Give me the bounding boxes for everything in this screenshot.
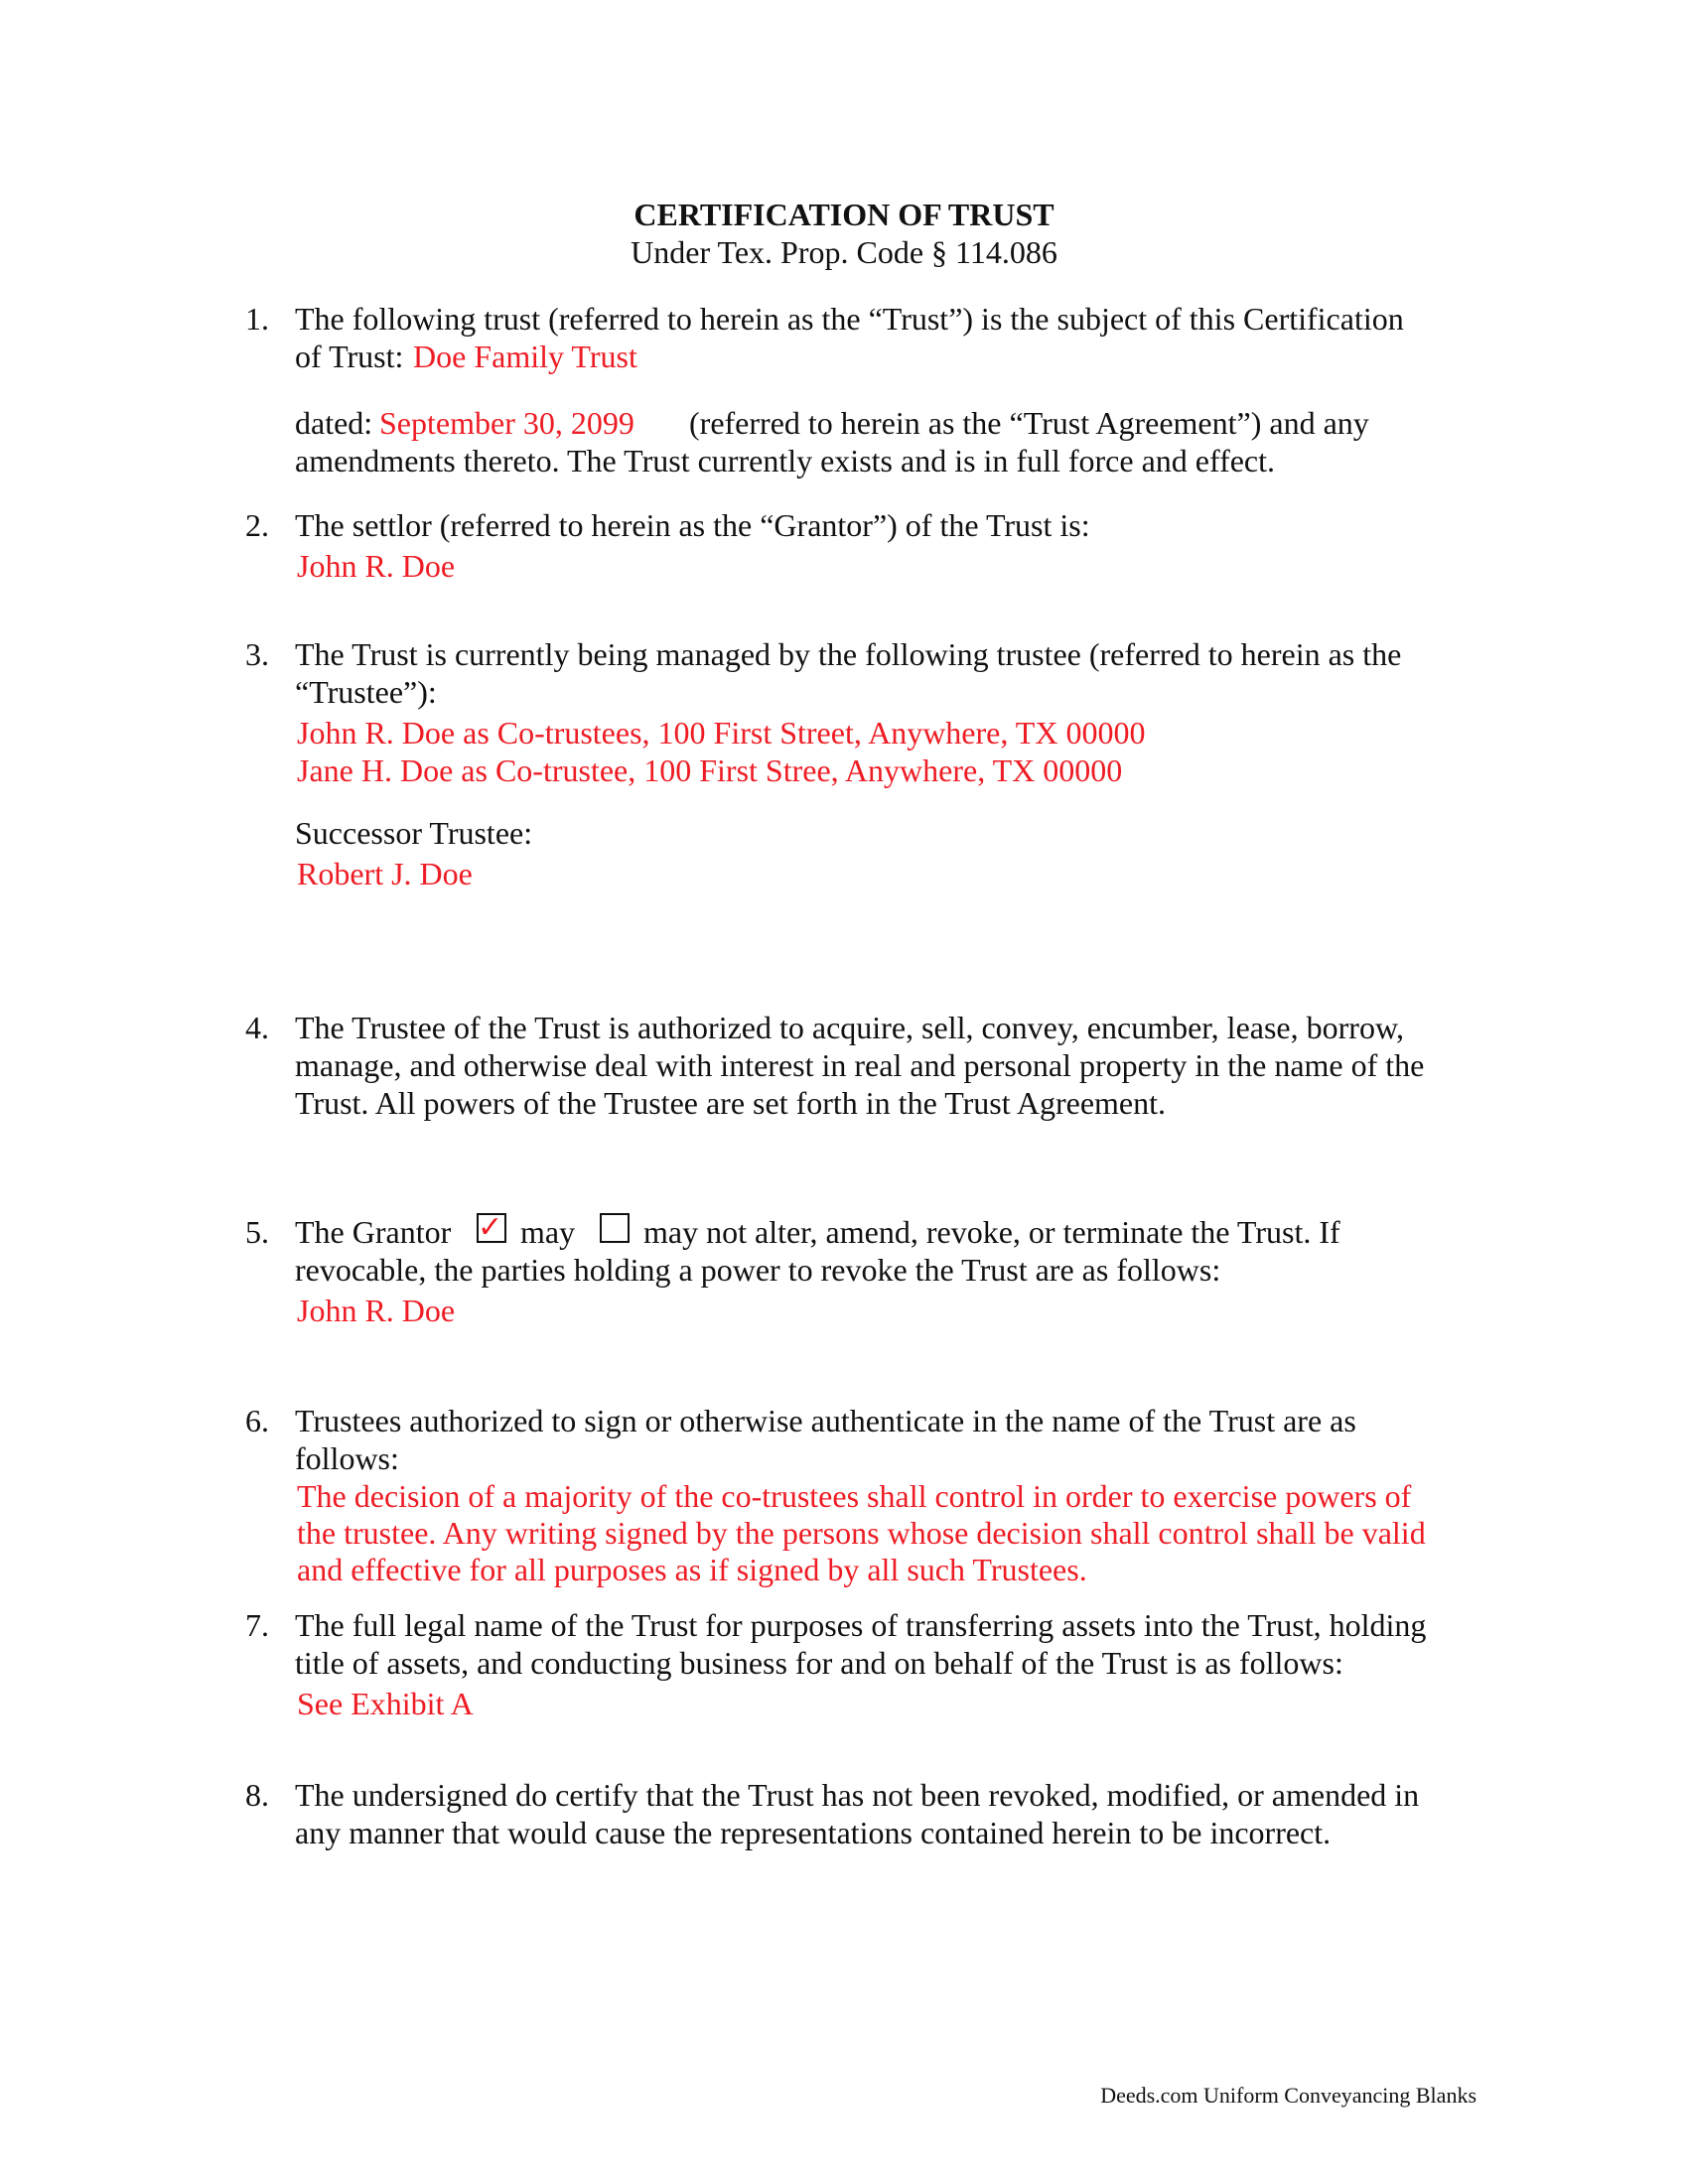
revocation-holder-field[interactable]: John R. Doe bbox=[297, 1293, 456, 1328]
item-5-line2: revocable, the parties holding a power to revoke the Trust are as follows: bbox=[295, 1252, 1221, 1288]
document-subtitle: Under Tex. Prop. Code § 114.086 bbox=[631, 234, 1057, 270]
item-4-line2: manage, and otherwise deal with interest in real and personal property in the name of the bbox=[295, 1047, 1425, 1083]
item-1-number: 1. bbox=[245, 301, 269, 337]
item-1-line4: amendments thereto. The Trust currently exists and is in full force and effect. bbox=[295, 443, 1276, 478]
item-8-line2: any manner that would cause the representations contained herein to be incorrect. bbox=[295, 1815, 1332, 1850]
item-5-number: 5. bbox=[245, 1214, 269, 1250]
item-3-line1: The Trust is currently being managed by the following trustee (referred to herein as the bbox=[295, 636, 1402, 672]
item-1-line2-prefix: of Trust: bbox=[295, 339, 404, 374]
item-4-line1: The Trustee of the Trust is authorized to acquire, sell, convey, encumber, lease, borrow, bbox=[295, 1010, 1404, 1045]
item-7-line2: title of assets, and conducting business for and on behalf of the Trust is as follows: bbox=[295, 1645, 1343, 1681]
item-6-number: 6. bbox=[245, 1403, 269, 1438]
item-3-number: 3. bbox=[245, 636, 269, 672]
item-5-prefix: The Grantor bbox=[295, 1214, 452, 1250]
may-not-checkbox[interactable] bbox=[600, 1213, 630, 1243]
document-title: CERTIFICATION OF TRUST bbox=[633, 197, 1055, 232]
signing-authority-line3[interactable]: and effective for all purposes as if signed by all such Trustees. bbox=[297, 1552, 1087, 1587]
item-1-line1: The following trust (referred to herein as the “Trust”) is the subject of this Certification bbox=[295, 301, 1404, 337]
item-7-line1: The full legal name of the Trust for purposes of transferring assets into the Trust, holding bbox=[295, 1607, 1427, 1643]
item-7-number: 7. bbox=[245, 1607, 269, 1643]
item-8-number: 8. bbox=[245, 1777, 269, 1813]
signing-authority-line1[interactable]: The decision of a majority of the co-trustees shall control in order to exercise powers of bbox=[297, 1478, 1412, 1514]
dated-label: dated: bbox=[295, 405, 373, 441]
checkmark-icon: ✓ bbox=[478, 1210, 503, 1245]
item-4-line3: Trust. All powers of the Trustee are set forth in the Trust Agreement. bbox=[295, 1085, 1166, 1121]
trustee-1-field[interactable]: John R. Doe as Co-trustees, 100 First Street, Anywhere, TX 00000 bbox=[297, 715, 1146, 751]
item-2-number: 2. bbox=[245, 507, 269, 543]
trust-legal-name-field[interactable]: See Exhibit A bbox=[297, 1686, 474, 1721]
grantor-field[interactable]: John R. Doe bbox=[297, 548, 456, 584]
item-8-line1: The undersigned do certify that the Trust has not been revoked, modified, or amended in bbox=[295, 1777, 1420, 1813]
item-4-number: 4. bbox=[245, 1010, 269, 1045]
trust-name-field[interactable]: Doe Family Trust bbox=[413, 339, 637, 374]
signing-authority-line2[interactable]: the trustee. Any writing signed by the persons whose decision shall control shall be valid bbox=[297, 1515, 1426, 1551]
successor-trustee-label: Successor Trustee: bbox=[295, 815, 533, 851]
item-6-line1: Trustees authorized to sign or otherwise authenticate in the name of the Trust are as bbox=[295, 1403, 1356, 1438]
item-6-line2: follows: bbox=[295, 1440, 399, 1476]
item-3-line2: “Trustee”): bbox=[295, 674, 437, 710]
successor-trustee-field[interactable]: Robert J. Doe bbox=[297, 856, 473, 891]
may-label: may bbox=[520, 1214, 576, 1250]
may-checkbox[interactable] bbox=[477, 1210, 506, 1245]
dated-suffix: (referred to herein as the “Trust Agreement”) and any bbox=[689, 405, 1369, 441]
trustee-2-field[interactable]: Jane H. Doe as Co-trustee, 100 First Stree, Anywhere, TX 00000 bbox=[297, 752, 1123, 788]
item-2-line1: The settlor (referred to herein as the “Grantor”) of the Trust is: bbox=[295, 507, 1090, 543]
may-not-label: may not alter, amend, revoke, or terminate the Trust. If bbox=[643, 1214, 1340, 1250]
footer-text: Deeds.com Uniform Conveyancing Blanks bbox=[1100, 2083, 1477, 2108]
trust-date-field[interactable]: September 30, 2099 bbox=[379, 405, 634, 441]
